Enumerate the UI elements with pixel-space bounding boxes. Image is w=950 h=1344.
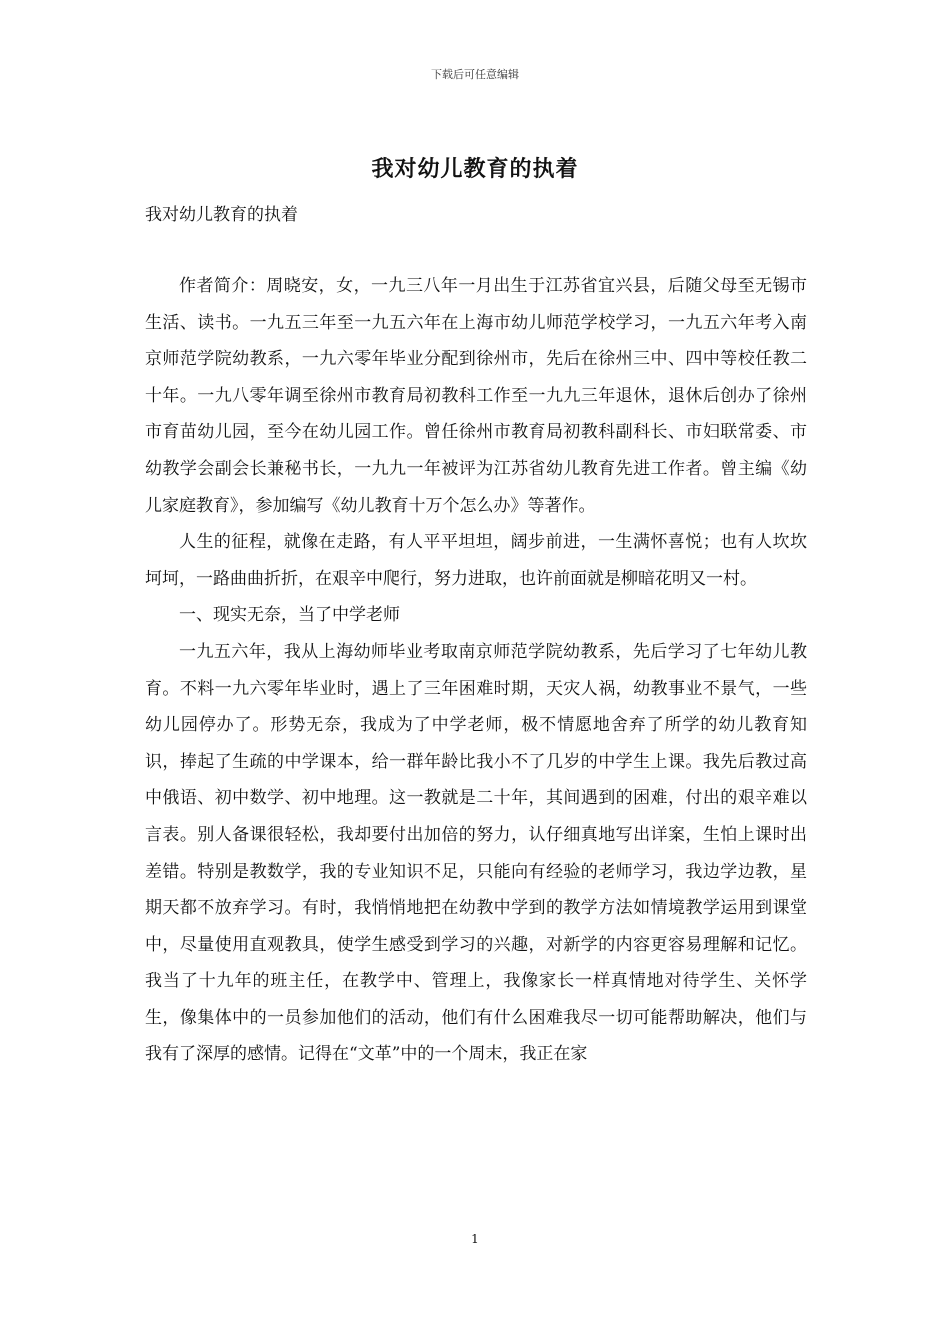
page-number: 1 <box>471 1232 479 1246</box>
paragraph-author-intro: 作者简介：周晓安，女，一九三八年一月出生于江苏省宜兴县，后随父母至无锡市生活、读书。一九五三年至一九五六年在上海市幼儿师范学校学习，一九五六年考入南京师范学院幼教系，一九六零年毕业分配到徐州市，先后在徐州三中、四中等校任教二十年。一九八零年调至徐州市教育局初教科工作至一九九三年退休，退休后创办了徐州市育苗幼儿园，至今在幼儿园工作。曾任徐州市教育局初教科副科长、市妇联常委、市幼教学会副会长兼秘书长，一九九一年被评为江苏省幼儿教育先进工作者。曾主编《幼儿家庭教育》，参加编写《幼儿教育十万个怎么办》等著作。 <box>145 276 807 516</box>
paragraph-intro: 人生的征程，就像在走路，有人平平坦坦，阔步前进，一生满怀喜悦；也有人坎坎坷坷，一路曲曲折折，在艰辛中爬行，努力进取，也许前面就是柳暗花明又一村。 <box>145 532 807 589</box>
page-header-note: 下载后可任意编辑 <box>431 68 519 81</box>
section-heading-1: 一、现实无奈，当了中学老师 <box>179 605 400 626</box>
document-title: 我对幼儿教育的执着 <box>371 156 579 182</box>
paragraph-section-1: 一九五六年，我从上海幼师毕业考取南京师范学院幼教系，先后学习了七年幼儿教育。不料一九六零年毕业时，遇上了三年困难时期，天灾人祸，幼教事业不景气，一些幼儿园停办了。形势无奈，我成为了中学老师，极不情愿地舍弃了所学的幼儿教育知识，捧起了生疏的中学课本，给一群年龄比我小不了几岁的中学生上课。我先后教过高中俄语、初中数学、初中地理。这一教就是二十年，其间遇到的困难，付出的艰辛难以言表。别人备课很轻松，我却要付出加倍的努力，认仔细真地写出详案，生怕上课时出差错。特别是教数学，我的专业知识不足，只能向有经验的老师学习，我边学边教，星期天都不放弃学习。有时，我悄悄地把在幼教中学到的教学方法如情境教学运用到课堂中，尽量使用直观教具，使学生感受到学习的兴趣，对新学的内容更容易理解和记忆。我当了十九年的班主任，在教学中、管理上，我像家长一样真情地对待学生、关怀学生，像集体中的一员参加他们的活动，他们有什么困难我尽一切可能帮助解决，他们与我有了深厚的感情。记得在“文革”中的一个周末，我正在家 <box>145 641 807 1065</box>
document-subtitle: 我对幼儿教育的执着 <box>145 205 298 225</box>
document-body <box>145 268 807 1073</box>
